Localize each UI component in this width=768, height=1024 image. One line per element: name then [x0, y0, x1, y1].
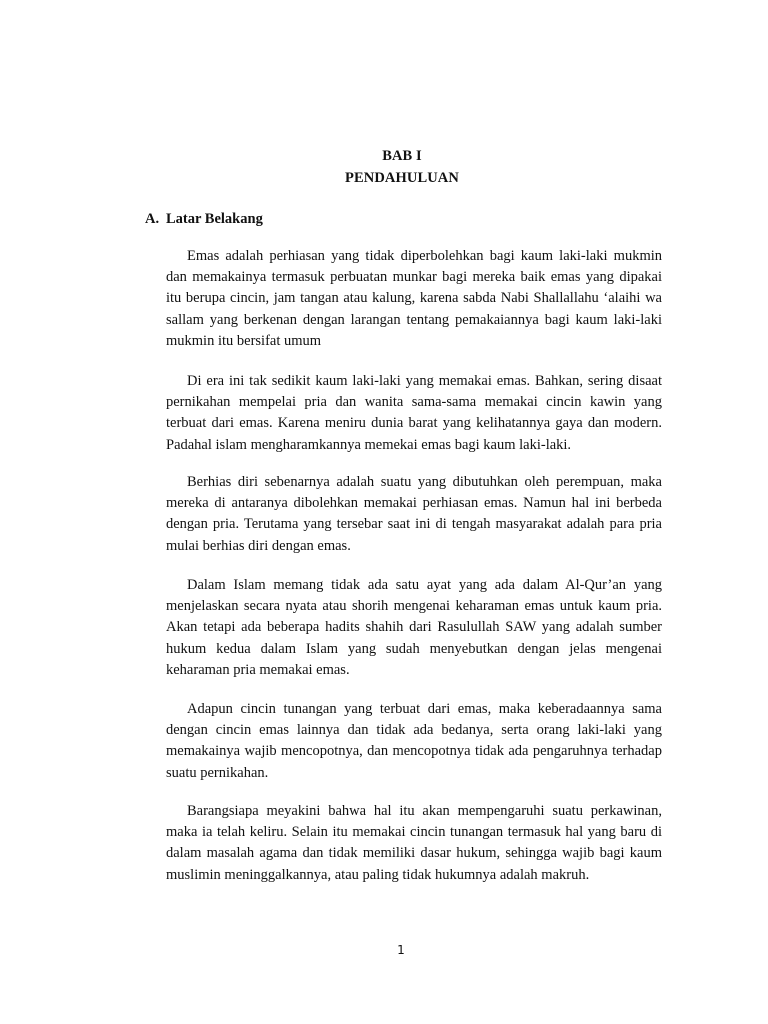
paragraph: Barangsiapa meyakini bahwa hal itu akan mempengaruhi suatu perkawinan, maka ia telah keliru. Selain itu memakai cincin tunangan termasuk hal yang baru di dalam masalah agama dan tidak memiliki dasar hukum, sehingga wajib bagi kaum muslimin meninggalkannya, atau paling tidak hukumnya adalah makruh.	[166, 803, 662, 883]
section-heading	[145, 209, 263, 229]
paragraph: Berhias diri sebenarnya adalah suatu yang dibutuhkan oleh perempuan, maka mereka di antaranya dibolehkan memakai perhiasan emas. Namun hal ini berbeda dengan pria. Terutama yang tersebar saat ini di tengah masyarakat adalah para pria mulai berhias diri dengan emas.	[166, 474, 662, 554]
section-title: Latar Belakang	[166, 211, 263, 227]
page-number: 1	[397, 943, 405, 957]
paragraph: Emas adalah perhiasan yang tidak diperbolehkan bagi kaum laki-laki mukmin dan memakainya termasuk perbuatan munkar bagi mereka baik emas yang dipakai itu berupa cincin, jam tangan atau kalung, karena sabda Nabi Shallallahu ‘alaihi wa sallam yang berkenan dengan larangan tentang pemakaiannya bagi kaum laki-laki mukmin itu bersifat umum	[166, 248, 662, 349]
chapter-label: BAB I	[382, 148, 422, 164]
paragraph: Di era ini tak sedikit kaum laki-laki yang memakai emas. Bahkan, sering disaat pernikahan mempelai pria dan wanita sama-sama memakai cincin kawin yang terbuat dari emas. Karena meniru dunia barat yang kelihatannya gaya dan modern. Padahal islam mengharamkannya memekai emas bagi kaum laki-laki.	[166, 373, 662, 453]
section-number: A.	[145, 211, 160, 227]
paragraph: Adapun cincin tunangan yang terbuat dari emas, maka keberadaannya sama dengan cincin emas lainnya dan tidak ada bedanya, serta orang laki-laki yang memakainya wajib mencopotnya, dan mencopotnya tidak ada pengaruhnya terhadap suatu pernikahan.	[166, 701, 662, 781]
chapter-title: PENDAHULUAN	[345, 170, 459, 186]
paragraph: Dalam Islam memang tidak ada satu ayat yang ada dalam Al-Qur’an yang menjelaskan secara nyata atau shorih mengenai keharaman emas untuk kaum pria. Akan tetapi ada beberapa hadits shahih dari Rasulullah SAW yang adalah sumber hukum kedua dalam Islam yang sudah menyebutkan dengan jelas mengenai keharaman pria memakai emas.	[166, 577, 662, 678]
